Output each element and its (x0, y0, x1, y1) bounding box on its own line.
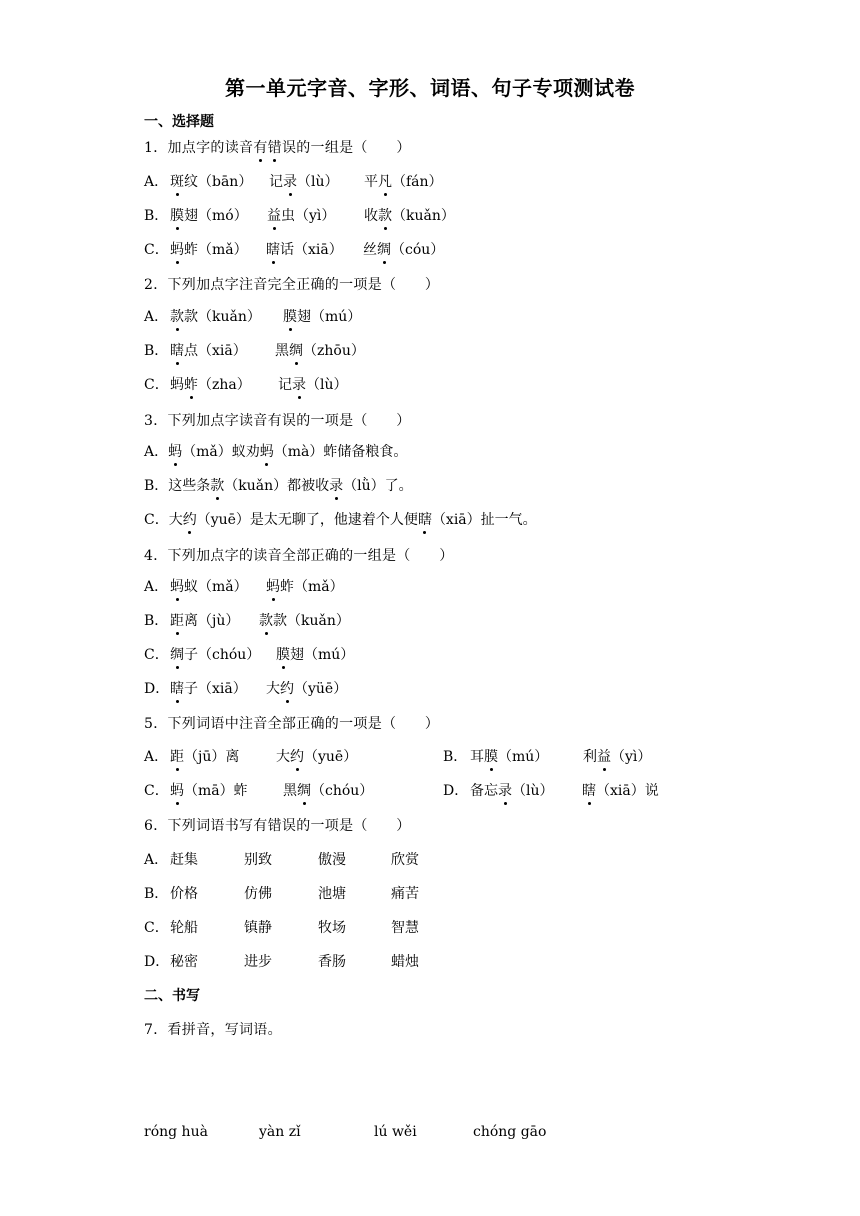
question-5-option-b[interactable]: B． 耳膜（mú） 利益（yì） (443, 749, 652, 765)
question-3-stem: 3．下列加点字读音有误的一项是（ ） (144, 413, 411, 429)
question-1-stem: 1．加点字的读音有错误的一组是（ ） (144, 140, 411, 156)
question-6-option-b[interactable]: B． 价格 仿佛 池塘 痛苦 (144, 886, 419, 902)
question-4-stem: 4．下列加点字的读音全部正确的一组是（ ） (144, 548, 454, 564)
question-5-option-d[interactable]: D． 备忘录（lù） 瞎（xiā）说 (443, 783, 659, 799)
emphasis-dot-char: 蚂 (259, 444, 274, 460)
emphasis-dot-char: 约 (182, 512, 197, 528)
emphasis-dot-char: 录 (283, 174, 297, 190)
emphasis-dot-char: 瞎 (417, 512, 432, 528)
emphasis-dot-char: 瞎 (170, 343, 184, 359)
emphasis-dot-char: 错 (267, 140, 282, 156)
question-6-option-c[interactable]: C． 轮船 镇静 牧场 智慧 (144, 920, 419, 936)
emphasis-dot-char: 绸 (297, 783, 311, 799)
question-2-stem: 2．下列加点字注音完全正确的一项是（ ） (144, 277, 440, 293)
emphasis-dot-char: 瞎 (266, 242, 280, 258)
emphasis-dot-char: 距 (170, 613, 184, 629)
question-2-option-b[interactable]: B． 瞎点（xiā） 黑绸（zhōu） (144, 343, 365, 359)
emphasis-dot-char: 蚂 (168, 444, 183, 460)
question-6-option-d[interactable]: D． 秘密 进步 香肠 蜡烛 (144, 954, 419, 970)
question-7-stem: 7．看拼音，写词语。 (144, 1022, 282, 1038)
section-heading-choice: 一、选择题 (144, 114, 214, 130)
emphasis-dot-char: 录 (329, 478, 344, 494)
emphasis-dot-char: 绸 (170, 647, 184, 663)
emphasis-dot-char: 膜 (484, 749, 498, 765)
question-4-option-d[interactable]: D． 瞎子（xiā） 大约（yüē） (144, 681, 348, 697)
question-5-option-a[interactable]: A． 距（jū）离 大约（yuē） (144, 749, 358, 765)
pinyin-item: róng huà (144, 1124, 208, 1140)
question-1-option-c[interactable]: C． 蚂蚱（mǎ） 瞎话（xiā） 丝绸（cóu） (144, 242, 445, 258)
emphasis-dot-char: 斑 (170, 174, 184, 190)
emphasis-dot-char: 益 (267, 208, 281, 224)
question-6-stem: 6．下列词语书写有错误的一项是（ ） (144, 818, 411, 834)
question-1-option-b[interactable]: B． 膜翅（mó） 益虫（yì） 收款（kuǎn） (144, 208, 455, 224)
emphasis-dot-char: 录 (498, 783, 512, 799)
emphasis-dot-char: 膜 (283, 309, 297, 325)
question-5-stem: 5．下列词语中注音全部正确的一项是（ ） (144, 716, 440, 732)
emphasis-dot-char: 款 (259, 613, 273, 629)
emphasis-dot-char: 蚂 (170, 579, 184, 595)
emphasis-dot-char: 蚂 (266, 579, 280, 595)
question-6-option-a[interactable]: A． 赶集 别致 傲漫 欣赏 (144, 852, 419, 868)
question-2-option-c[interactable]: C． 蚂蚱（zha） 记录（lù） (144, 377, 348, 393)
emphasis-dot-char: 瞎 (170, 681, 184, 697)
page-title: 第一单元字音、字形、词语、句子专项测试卷 (225, 76, 635, 100)
emphasis-dot-char: 约 (280, 681, 294, 697)
question-4-option-c[interactable]: C． 绸子（chóu） 膜翅（mú） (144, 647, 355, 663)
pinyin-item: chóng gāo (473, 1124, 547, 1140)
emphasis-dot-char: 款 (378, 208, 392, 224)
emphasis-dot-char: 蚱 (184, 377, 198, 393)
emphasis-dot-char: 膜 (276, 647, 290, 663)
emphasis-dot-char: 约 (290, 749, 304, 765)
emphasis-dot-char: 距 (170, 749, 184, 765)
question-4-option-b[interactable]: B． 距离（jù） 款款（kuǎn） (144, 613, 350, 629)
question-2-option-a[interactable]: A． 款款（kuǎn） 膜翅（mú） (144, 309, 362, 325)
emphasis-dot-char: 绸 (289, 343, 303, 359)
emphasis-dot-char: 有 (253, 140, 268, 156)
pinyin-item: lú wěi (374, 1124, 417, 1140)
question-3-option-c[interactable]: C．大约（yuē）是太无聊了，他逮着个人便瞎（xiā）扯一气。 (144, 512, 537, 528)
question-1-option-a[interactable]: A． 斑纹（bān） 记录（lù） 平凡（fán） (144, 174, 443, 190)
question-4-option-a[interactable]: A． 蚂蚁（mǎ） 蚂蚱（mǎ） (144, 579, 344, 595)
question-3-option-a[interactable]: A．蚂（mǎ）蚁劝蚂（mà）蚱储备粮食。 (144, 444, 408, 460)
emphasis-dot-char: 膜 (170, 208, 184, 224)
emphasis-dot-char: 录 (292, 377, 306, 393)
emphasis-dot-char: 蚂 (170, 783, 184, 799)
emphasis-dot-char: 款 (210, 478, 225, 494)
emphasis-dot-char: 益 (597, 749, 611, 765)
emphasis-dot-char: 绸 (377, 242, 391, 258)
emphasis-dot-char: 凡 (378, 174, 392, 190)
question-5-option-c[interactable]: C． 蚂（mā）蚱 黑绸（chóu） (144, 783, 374, 799)
emphasis-dot-char: 款 (170, 309, 184, 325)
emphasis-dot-char: 瞎 (582, 783, 596, 799)
emphasis-dot-char: 蚂 (170, 242, 184, 258)
section-heading-writing: 二、书写 (144, 988, 200, 1004)
pinyin-item: yàn zǐ (259, 1124, 301, 1140)
question-3-option-b[interactable]: B．这些条款（kuǎn）都被收录（lǜ）了。 (144, 478, 413, 494)
